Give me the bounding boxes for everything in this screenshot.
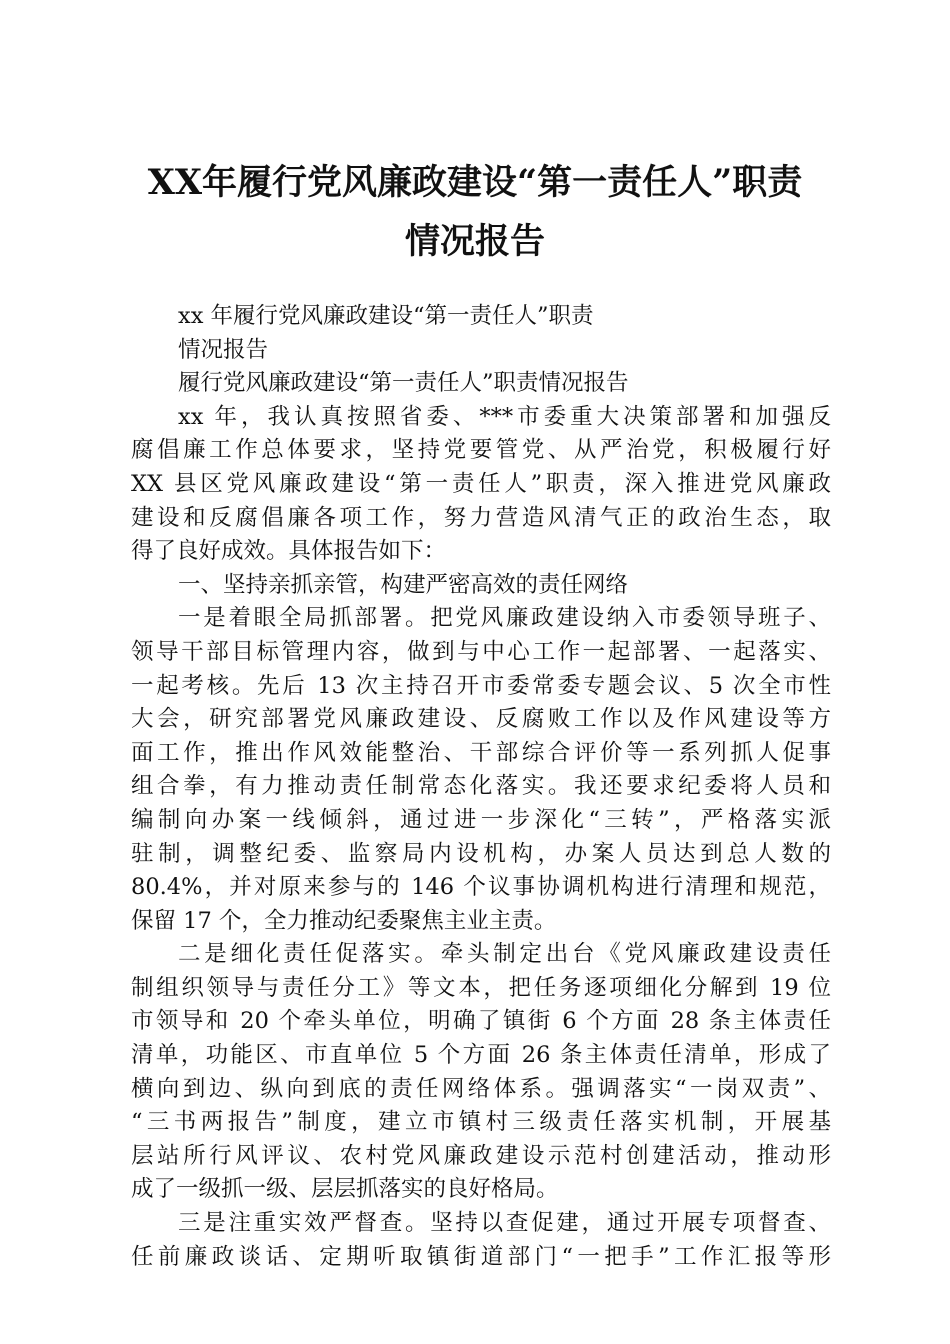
body-line: 一是着眼全局抓部署。把党风廉政建设纳入市委领导班子、	[178, 605, 831, 632]
body-line: xx 年，我认真按照省委、***市委重大决策部署和加强反	[178, 403, 831, 430]
body-line: 80.4%，并对原来参与的 146 个议事协调机构进行清理和规范，	[131, 874, 831, 901]
body-line: 制组织领导与责任分工》等文本，把任务逐项细化分解到 19 位	[131, 974, 831, 1001]
body-line: 驻制，调整纪委、监察局内设机构，办案人员达到总人数的	[131, 840, 831, 867]
body-line: 情况报告	[178, 336, 269, 363]
body-line: 市领导和 20 个牵头单位，明确了镇街 6 个方面 28 条主体责任	[131, 1008, 831, 1035]
body-line: 清单，功能区、市直单位 5 个方面 26 条主体责任清单，形成了	[131, 1042, 831, 1069]
body-line: “三书两报告”制度，建立市镇村三级责任落实机制，开展基	[131, 1109, 831, 1136]
document-body	[131, 300, 831, 1274]
body-line: 得了良好成效。具体报告如下：	[131, 538, 447, 565]
body-line: 一起考核。先后 13 次主持召开市委常委专题会议、5 次全市性	[131, 672, 831, 699]
body-line: 大会，研究部署党风廉政建设、反腐败工作以及作风建设等方	[131, 706, 831, 733]
body-line: 面工作，推出作风效能整治、干部综合评价等一系列抓人促事	[131, 739, 831, 766]
body-line: xx 年履行党风廉政建设“第一责任人”职责	[178, 303, 594, 329]
body-line: 组合拳，有力推动责任制常态化落实。我还要求纪委将人员和	[131, 773, 831, 800]
document-title-line-2: 情况报告	[404, 221, 545, 262]
body-line: 任前廉政谈话、定期听取镇街道部门“一把手”工作汇报等形	[131, 1243, 831, 1270]
body-line: 履行党风廉政建设“第一责任人”职责情况报告	[178, 370, 629, 397]
body-line: 三是注重实效严督查。坚持以查促建，通过开展专项督查、	[178, 1210, 831, 1237]
body-line: 层站所行风评议、农村党风廉政建设示范村创建活动，推动形	[131, 1142, 831, 1169]
body-line: 编制向办案一线倾斜，通过进一步深化“三转”，严格落实派	[131, 806, 831, 833]
body-line: 成了一级抓一级、层层抓落实的良好格局。	[131, 1176, 559, 1203]
body-line: 一、坚持亲抓亲管，构建严密高效的责任网络	[178, 571, 629, 598]
body-line: 腐倡廉工作总体要求，坚持党要管党、从严治党，积极履行好	[131, 437, 831, 464]
body-line: 二是细化责任促落实。牵头制定出台《党风廉政建设责任	[178, 941, 831, 968]
body-line: 横向到边、纵向到底的责任网络体系。强调落实“一岗双责”、	[131, 1075, 831, 1102]
body-line: 保留 17 个，全力推动纪委聚焦主业主责。	[131, 907, 557, 934]
body-line: 领导干部目标管理内容，做到与中心工作一起部署、一起落实、	[131, 638, 831, 665]
body-line: XX 县区党风廉政建设“第一责任人”职责，深入推进党风廉政	[131, 470, 831, 497]
body-line: 建设和反腐倡廉各项工作，努力营造风清气正的政治生态，取	[131, 504, 831, 531]
document-title-line-1: XX年履行党风廉政建设“第一责任人”职责	[147, 162, 803, 203]
